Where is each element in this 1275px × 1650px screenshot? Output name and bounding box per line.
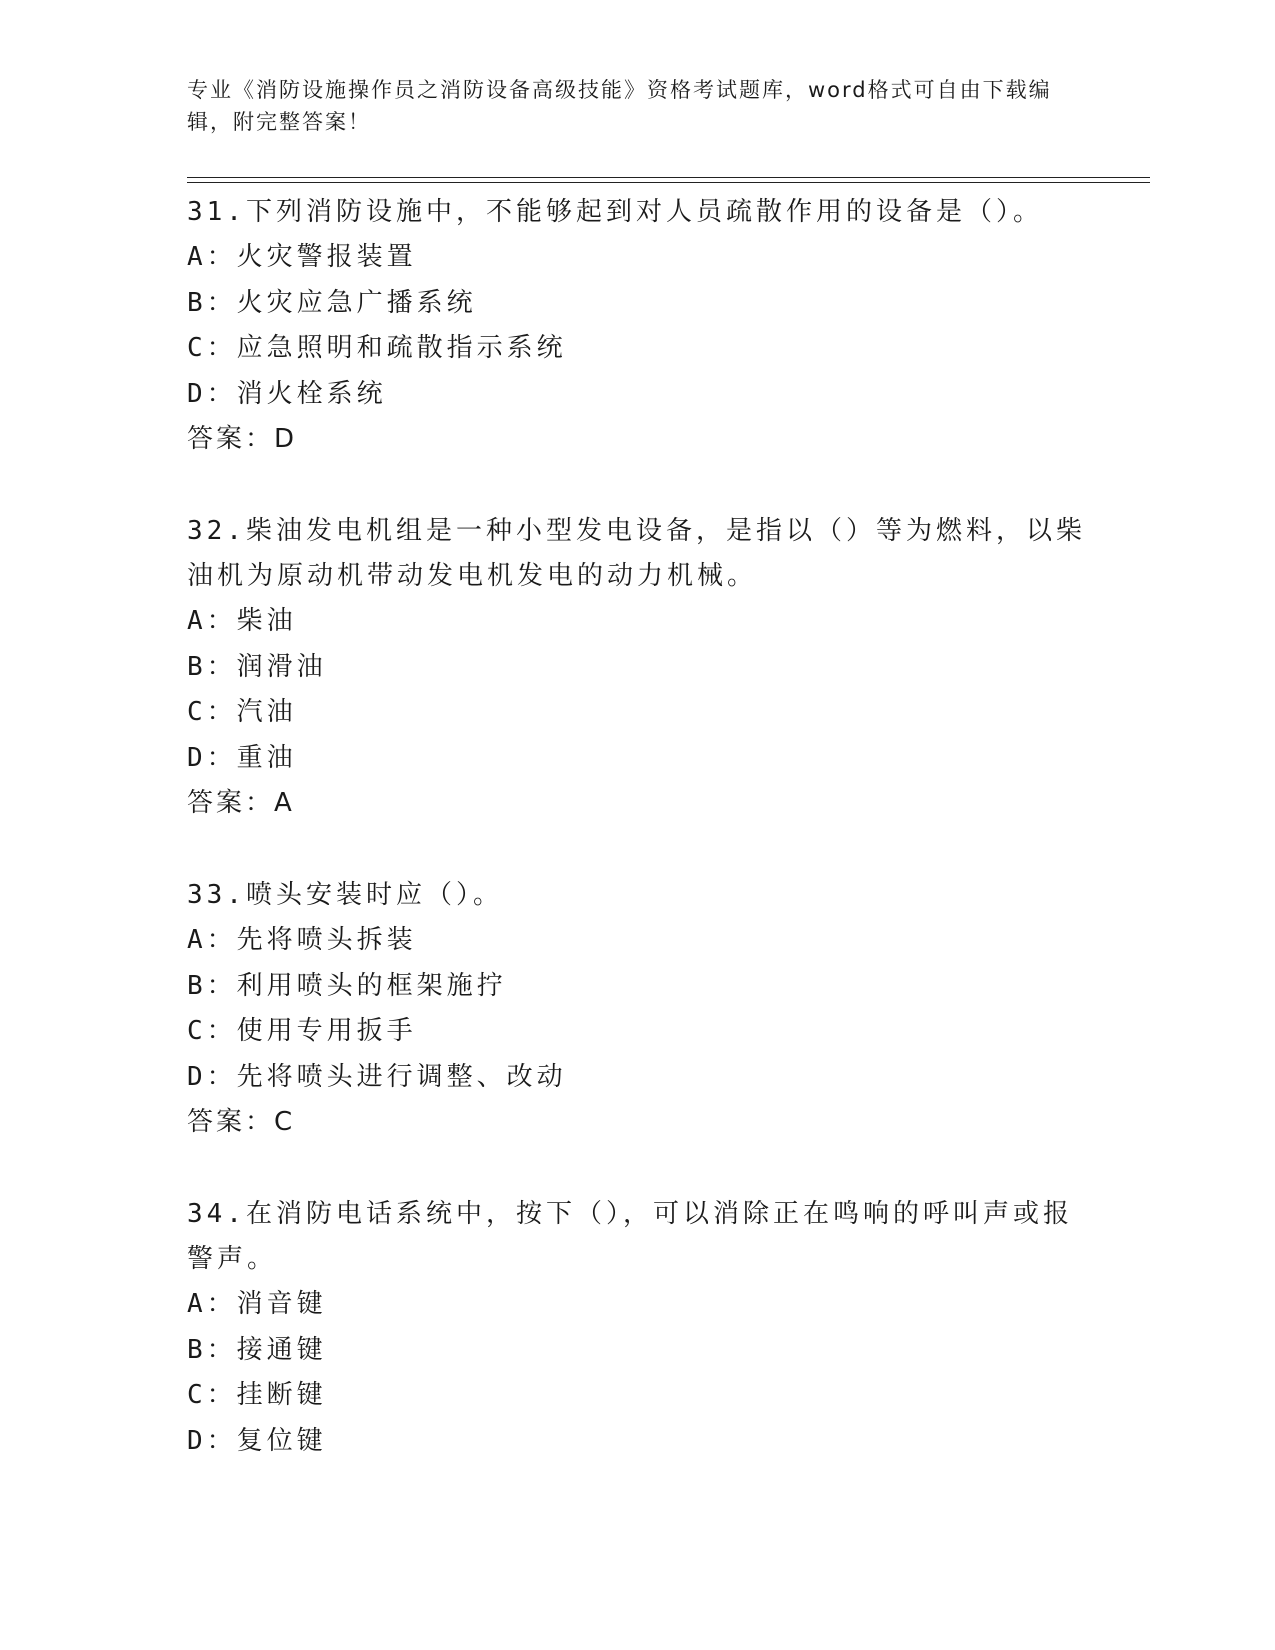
option-a: A：消音键 bbox=[187, 1289, 327, 1319]
option-b: B：接通键 bbox=[187, 1334, 327, 1365]
answer-line: 答案：D bbox=[187, 424, 298, 454]
document-header: 专业《消防设施操作员之消防设备高级技能》资格考试题库，word格式可自由下载编辑，附完整答案！ bbox=[187, 78, 1052, 134]
option-b: B：利用喷头的框架施拧 bbox=[187, 970, 507, 1001]
question-stem: 34.在消防电话系统中，按下（），可以消除正在鸣响的呼叫声或报警声。 bbox=[187, 1199, 1073, 1274]
option-d: D：重油 bbox=[187, 742, 297, 773]
question-spacer bbox=[187, 1145, 1087, 1192]
option-a: A：柴油 bbox=[187, 606, 297, 636]
option-d: D：先将喷头进行调整、改动 bbox=[187, 1061, 567, 1092]
question-spacer bbox=[187, 462, 1087, 509]
question-34 bbox=[187, 1192, 1087, 1464]
option-b: B：火灾应急广播系统 bbox=[187, 287, 477, 318]
option-c: C：应急照明和疏散指示系统 bbox=[187, 333, 567, 363]
question-stem: 33.喷头安装时应（）。 bbox=[187, 880, 503, 910]
option-b: B：润滑油 bbox=[187, 651, 327, 682]
question-stem: 32.柴油发电机组是一种小型发电设备，是指以（）等为燃料，以柴油机为原动机带动发电机发电的动力机械。 bbox=[187, 516, 1086, 591]
option-c: C：挂断键 bbox=[187, 1380, 327, 1410]
option-c: C：汽油 bbox=[187, 697, 297, 727]
header-rule-top bbox=[187, 177, 1150, 178]
question-31 bbox=[187, 190, 1087, 462]
option-a: A：先将喷头拆装 bbox=[187, 925, 417, 955]
question-list bbox=[187, 190, 1087, 1464]
answer-line: 答案：A bbox=[187, 788, 295, 818]
option-a: A：火灾警报装置 bbox=[187, 242, 417, 272]
question-32 bbox=[187, 509, 1087, 826]
option-d: D：消火栓系统 bbox=[187, 378, 387, 409]
option-d: D：复位键 bbox=[187, 1425, 327, 1456]
option-c: C：使用专用扳手 bbox=[187, 1016, 417, 1046]
header-rule-bottom bbox=[187, 182, 1150, 183]
question-spacer bbox=[187, 826, 1087, 873]
question-stem: 31.下列消防设施中，不能够起到对人员疏散作用的设备是（）。 bbox=[187, 197, 1043, 227]
question-33 bbox=[187, 873, 1087, 1145]
answer-line: 答案：C bbox=[187, 1107, 296, 1137]
